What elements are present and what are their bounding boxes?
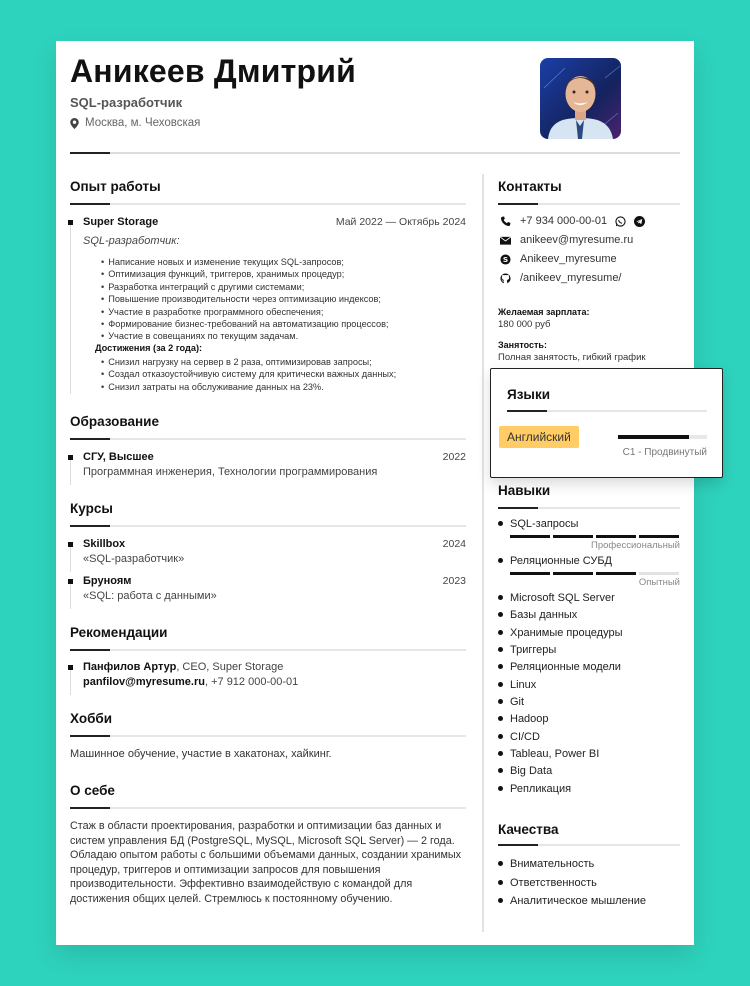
language-name-badge: Английский <box>499 426 579 448</box>
skill-item: Хранимые процедуры <box>498 627 680 639</box>
skill-item: Hadoop <box>498 713 680 725</box>
skill-level-bar <box>510 572 679 575</box>
section-divider <box>498 844 680 846</box>
bullet-icon <box>498 880 503 885</box>
section-title-qualities: Качества <box>498 822 559 837</box>
section-divider <box>70 649 466 651</box>
column-divider <box>482 174 484 932</box>
skill-item: CI/CD <box>498 731 680 743</box>
bullet-icon <box>498 734 503 739</box>
language-level-fill <box>618 435 689 439</box>
company-name: Super Storage <box>83 216 159 228</box>
skill-item: Linux <box>498 679 680 691</box>
bullet-icon <box>498 898 503 903</box>
duty-item: • Написание новых и изменение текущих SQL-запросов; <box>101 256 389 268</box>
resume-page <box>56 41 694 945</box>
duties-list <box>101 256 389 343</box>
telegram-icon[interactable] <box>634 216 645 227</box>
section-title-hobbies: Хобби <box>70 711 113 726</box>
bullet-icon <box>498 682 503 687</box>
svg-text:S: S <box>502 254 508 264</box>
salary-label: Желаемая зарплата: <box>498 307 590 317</box>
skill-level-text: Опытный <box>638 577 680 588</box>
bullet-icon <box>498 861 503 866</box>
job-dates: Май 2022 — Октябрь 2024 <box>335 216 466 228</box>
course-year: 2024 <box>442 538 466 550</box>
section-divider <box>70 735 466 737</box>
section-title-languages: Языки <box>507 387 550 402</box>
language-level-bar <box>618 435 707 439</box>
employment-value: Полная занятость, гибкий график <box>498 352 646 363</box>
bullet-icon <box>498 647 503 652</box>
recommender-email[interactable]: panfilov@myresume.ru <box>83 676 205 688</box>
recommendation-entry <box>70 661 466 693</box>
achievement-item: • Снизил затраты на обслуживание данных на 23%. <box>101 381 396 393</box>
timeline-marker <box>68 220 73 225</box>
bullet-icon <box>498 558 503 563</box>
bullet-icon <box>498 595 503 600</box>
skill-name: Реляционные СУБД <box>510 555 613 567</box>
course-provider: Skillbox <box>83 538 126 550</box>
bullet-icon <box>498 699 503 704</box>
languages-card[interactable] <box>490 368 723 478</box>
quality-item: Внимательность <box>498 858 680 870</box>
section-divider <box>498 203 680 205</box>
skill-level-text: Профессиональный <box>591 540 680 551</box>
bullet-icon <box>498 664 503 669</box>
skype-icon <box>500 254 511 265</box>
course-name: «SQL: работа с данными» <box>83 590 217 602</box>
duty-item: • Формирование бизнес-требований на автоматизацию процессов; <box>101 318 389 330</box>
experience-entry <box>70 216 466 396</box>
bullet-icon <box>498 768 503 773</box>
section-divider <box>70 438 466 440</box>
section-title-experience: Опыт работы <box>70 179 161 194</box>
recommender-phone: , +7 912 000-00-01 <box>204 676 299 688</box>
course-name: «SQL-разработчик» <box>83 553 185 565</box>
github-icon <box>500 273 511 284</box>
skype-handle[interactable]: Anikeev_myresume <box>520 253 617 265</box>
recommender-role: , CEO, Super Storage <box>176 661 284 673</box>
duty-item: • Разработка интеграций с другими системами; <box>101 281 389 293</box>
achievements-title: Достижения (за 2 года): <box>95 343 203 353</box>
duty-item: • Участие в совещаниях по текущим задачам. <box>101 330 389 342</box>
bullet-icon <box>498 716 503 721</box>
duty-item: • Повышение производительности через оптимизацию индексов; <box>101 293 389 305</box>
recommender-name: Панфилов Артур <box>83 661 177 673</box>
timeline-line <box>70 222 71 394</box>
timeline-marker <box>68 579 73 584</box>
bullet-icon <box>498 630 503 635</box>
skill-item: Tableau, Power BI <box>498 748 680 760</box>
section-divider <box>507 410 707 412</box>
contact-github <box>498 272 622 284</box>
section-divider <box>70 525 466 527</box>
course-provider: Бруноям <box>83 575 132 587</box>
section-divider <box>70 203 466 205</box>
contact-skype <box>498 253 617 265</box>
email-address[interactable]: anikeev@myresume.ru <box>520 234 634 246</box>
section-title-skills: Навыки <box>498 483 551 498</box>
course-year: 2023 <box>442 575 466 587</box>
about-text: Стаж в области проектирования, разработки и оптимизации баз данных и систем управления БД (PostgreSQL, MySQL, Microsoft SQL Server) — 2 года. Обладаю опытом работы с большими объемами данных, создании хранимых процедур, триггеров и оптимизации запросов для повышения производительности. Эффективно взаимодействую с командой для достижения общих целей. Стремлюсь к постоянному обучению. <box>70 820 462 905</box>
skill-item: Реляционные модели <box>498 661 680 673</box>
hobbies-text: Машинное обучение, участие в хакатонах, хайкинг. <box>70 748 332 760</box>
duty-item: • Оптимизация функций, триггеров, хранимых процедур; <box>101 268 389 280</box>
skill-item: Big Data <box>498 765 680 777</box>
education-details: Программная инженерия, Технологии программирования <box>83 466 378 478</box>
phone-number[interactable]: +7 934 000-00-01 <box>520 215 608 227</box>
job-position: SQL-разработчик: <box>83 235 180 247</box>
section-title-contacts: Контакты <box>498 179 562 194</box>
phone-icon <box>500 216 511 227</box>
achievement-item: • Снизил нагрузку на сервер в 2 раза, оптимизировав запросы; <box>101 356 396 368</box>
language-level-text: C1 - Продвинутый <box>622 447 707 458</box>
bullet-icon <box>498 786 503 791</box>
course-entry <box>70 575 466 607</box>
education-year: 2022 <box>442 451 466 463</box>
location-text: Москва, м. Чеховская <box>85 117 201 129</box>
duty-item: • Участие в разработке программного обеспечения; <box>101 306 389 318</box>
header-divider <box>70 152 680 154</box>
bullet-icon <box>498 751 503 756</box>
bullet-icon <box>498 612 503 617</box>
whatsapp-icon[interactable] <box>615 216 626 227</box>
achievements-list <box>101 356 396 393</box>
rated-skill <box>498 518 680 554</box>
candidate-name: Аникеев Дмитрий <box>70 53 356 89</box>
timeline-marker <box>68 455 73 460</box>
contact-email <box>498 234 633 246</box>
skill-item: Триггеры <box>498 644 680 656</box>
profile-photo <box>540 58 621 139</box>
timeline-marker <box>68 665 73 670</box>
map-pin-icon <box>70 118 79 129</box>
bullet-icon <box>498 521 503 526</box>
github-handle[interactable]: /anikeev_myresume/ <box>520 272 622 284</box>
timeline-marker <box>68 542 73 547</box>
section-divider <box>498 507 680 509</box>
skill-item: Репликация <box>498 783 680 795</box>
salary-value: 180 000 руб <box>498 319 551 330</box>
skill-item: Git <box>498 696 680 708</box>
section-title-courses: Курсы <box>70 501 113 516</box>
quality-item: Ответственность <box>498 877 680 889</box>
section-title-recommendations: Рекомендации <box>70 625 168 640</box>
achievement-item: • Создал отказоустойчивую систему для критически важных данных; <box>101 368 396 380</box>
location <box>70 117 200 129</box>
skill-item: Microsoft SQL Server <box>498 592 680 604</box>
rated-skill <box>498 555 680 591</box>
section-title-about: О себе <box>70 783 115 798</box>
institution-name: СГУ, Высшее <box>83 451 154 463</box>
envelope-icon <box>500 235 511 246</box>
contact-phone <box>498 215 645 227</box>
course-entry <box>70 538 466 570</box>
education-entry <box>70 451 466 483</box>
skill-level-bar <box>510 535 679 538</box>
quality-item: Аналитическое мышление <box>498 895 680 907</box>
section-divider <box>70 807 466 809</box>
skill-item: Базы данных <box>498 609 680 621</box>
section-title-education: Образование <box>70 414 159 429</box>
employment-label: Занятость: <box>498 340 547 350</box>
skill-name: SQL-запросы <box>510 518 579 530</box>
candidate-title: SQL-разработчик <box>70 95 183 110</box>
